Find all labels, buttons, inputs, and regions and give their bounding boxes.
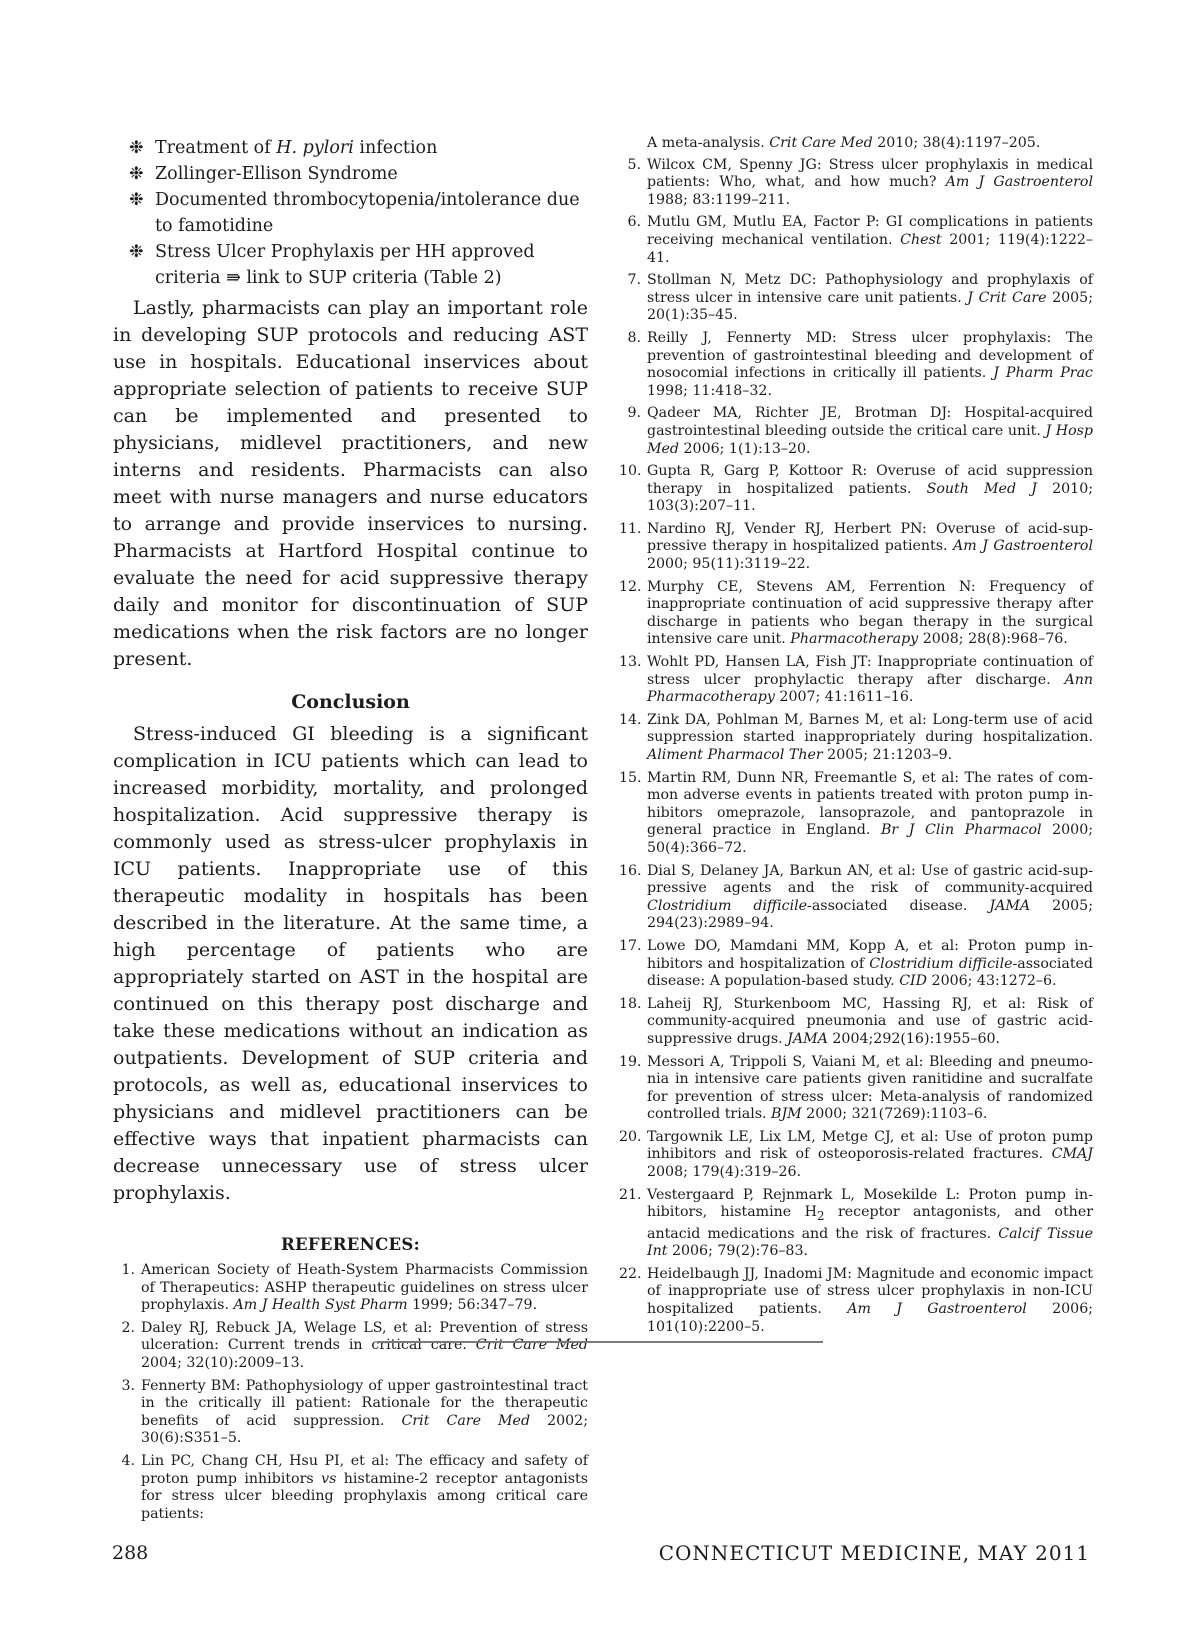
asterisk-bullet-icon: ❉	[129, 164, 144, 184]
bullet-item: ❉ Zollinger-Ellison Syndrome	[129, 161, 588, 187]
right-column	[619, 135, 1093, 1341]
reference-item: 2. Daley RJ, Rebuck JA, Welage LS, et al: Prevention of stress ulceration: Current trends in critical care. Crit Care Med 2004; 32(10):2009–13.	[121, 1319, 588, 1371]
reference-item: 19. Messori A, Trippoli S, Vaiani M, et al: Bleeding and pneumonia in intensive care patients given ranitidine and sucralfate for prevention of stress ulcer: Meta-analysis of randomized controlled trials. BJM 2000; 321(7269):1103–6.	[619, 1053, 1093, 1123]
reference-item: 14. Zink DA, Pohlman M, Barnes M, et al: Long-term use of acid suppression started inappropriately during hospitalization. Aliment Pharmacol Ther 2005; 21:1203–9.	[619, 711, 1093, 763]
running-footer: CONNECTICUT MEDICINE, MAY 2011	[658, 1541, 1090, 1565]
conclusion-heading: Conclusion	[291, 691, 410, 713]
reference-item: 5. Wilcox CM, Spenny JG: Stress ulcer prophylaxis in medical patients: Who, what, and how much? Am J Gastroenterol 1988; 83:1199–211.	[627, 156, 1093, 208]
references-heading: REFERENCES:	[281, 1235, 420, 1254]
reference-item: 10. Gupta R, Garg P, Kottoor R: Overuse of acid suppression therapy in hospitalized patients. South Med J 2010; 103(3):207–11.	[619, 463, 1094, 515]
reference-item: 4. Lin PC, Chang CH, Hsu PI, et al: The efficacy and safety of proton pump inhibitors vs histamine-2 receptor antagonists for stress ulcer bleeding prophylaxis among critical care patients:	[121, 1452, 588, 1522]
reference-item: 15. Martin RM, Dunn NR, Freemantle S, et al: The rates of common adverse events in patients treated with proton pump inhibitors omeprazole, lansoprazole, and pantoprazole in general practice in England. Br J Clin Pharmacol 2000; 50(4):366–72.	[619, 769, 1093, 856]
reference-item: 7. Stollman N, Metz DC: Pathophysiology and prophylaxis of stress ulcer in intensive care unit patients. J Crit Care 2005; 20(1):35–45.	[627, 272, 1093, 324]
reference-item: 12. Murphy CE, Stevens AM, Ferrention N: Frequency of inappropriate continuation of acid suppressive therapy after discharge in patients who began therapy in the surgical intensive care unit. Pharmacotherapy 2008; 28(8):968–76.	[619, 578, 1093, 648]
reference-item: 9. Qadeer MA, Richter JE, Brotman DJ: Hospital-acquired gastrointestinal bleeding outside the critical care unit. J Hosp Med 2006; 1(1):13–20.	[627, 405, 1093, 457]
bullet-item: ❉ Treatment of H. pylori infection	[129, 135, 588, 161]
end-of-article-rule	[377, 1341, 823, 1343]
left-column	[113, 135, 588, 1528]
page-number: 288	[112, 1542, 149, 1564]
reference-list-right	[619, 157, 1093, 1337]
reference-item: 11. Nardino RJ, Vender RJ, Herbert PN: Overuse of acid-suppressive therapy in hospitalized patients. Am J Gastroenterol 2000; 95(11):3119–22.	[619, 520, 1094, 573]
reference-item: 1. American Society of Heath-System Pharmacists Commission of Therapeutics: ASHP therapeutic guidelines on stress ulcer prophylaxis. Am J Health Syst Pharm 1999; 56:347–79.	[121, 1262, 588, 1314]
reference-item: 8. Reilly J, Fennerty MD: Stress ulcer prophylaxis: The prevention of gastrointestinal bleeding and development of nosocomial infections in critically ill patients. J Pharm Prac 1998; 11:418–32.	[627, 329, 1093, 399]
reference-item: 21. Vestergaard P, Rejnmark L, Mosekilde L: Proton pump inhibitors, histamine $H_2$ receptor antagonists, and other antacid medications and the risk of fractures. Calcif Tissue Int 2006; 79(2):76–83.	[619, 1186, 1093, 1260]
asterisk-bullet-icon: ❉	[129, 138, 144, 158]
bullet-item: ❉ Documented thrombocytopenia/intolerance due to famotidine	[129, 187, 588, 239]
reference-item: 20. Targownik LE, Lix LM, Metge CJ, et al: Use of proton pump inhibitors and risk of osteoporosis-related fractures. CMAJ 2008; 179(4):319–26.	[619, 1128, 1093, 1181]
asterisk-bullet-icon: ❉	[129, 190, 144, 210]
body-paragraph-pharmacists: Lastly, pharmacists can play an important role in developing SUP protocols and reducing AST use in hospitals. Educational inservices about appropriate selection of patients to receive SUP can be implemented and presented to physicians, midlevel practitioners, and new interns and residents. Pharmacists can also meet with nurse managers and nurse educators to arrange and provide inservices to nursing. Pharmacists at Hartford Hospital continue to evaluate the need for acid suppressive therapy daily and monitor for discontinuation of SUP medications when the risk factors are no longer present.	[113, 297, 588, 670]
reference-item: 17. Lowe DO, Mamdani MM, Kopp A, et al: Proton pump inhibitors and hospitalization of Clostridium difficile-associated disease: A population-based study. CID 2006; 43:1272–6.	[619, 937, 1093, 990]
reference-item: 16. Dial S, Delaney JA, Barkun AN, et al: Use of gastric acid-suppressive agents and the risk of community-acquired Clostridium difficile-associated disease. JAMA 2005; 294(23):2989–94.	[619, 862, 1093, 932]
reference-list-left	[113, 1262, 588, 1523]
reference-item: 3. Fennerty BM: Pathophysiology of upper gastrointestinal tract in the critically ill patient: Rationale for the therapeutic benefits of acid suppression. Crit Care Med 2002; 30(6):S351–5.	[121, 1377, 588, 1447]
reference-item: 18. Laheij RJ, Sturkenboom MC, Hassing RJ, et al: Risk of community-acquired pneumonia and use of gastric acid-suppressive drugs. JAMA 2004;292(16):1955–60.	[619, 995, 1093, 1047]
conclusion-paragraph: Stress-induced GI bleeding is a significant complication in ICU patients which can lead to increased morbidity, mortality, and prolonged hospitalization. Acid suppressive therapy is commonly used as stress-ulcer prophylaxis in ICU patients. Inappropriate use of this therapeutic modality in hospitals has been described in the literature. At the same time, a high percentage of patients who are appropriately started on AST in the hospital are continued on this therapy post discharge and take these medications without an indication as outpatients. Development of SUP criteria and protocols, as well as, educational inservices to physicians and midlevel practitioners can be effective ways that inpatient pharmacists can decrease unnecessary use of stress ulcer prophylaxis.	[113, 723, 588, 1204]
reference-item: 6. Mutlu GM, Mutlu EA, Factor P: GI complications in patients receiving mechanical ventilation. Chest 2001; 119(4):1222–41.	[627, 214, 1094, 266]
asterisk-bullet-icon: ❉	[129, 242, 144, 262]
criteria-bullet-list	[113, 135, 588, 291]
reference-continuation: A meta-analysis. Crit Care Med 2010; 38(4):1197–205.	[647, 135, 1041, 151]
bullet-item: ❉ Stress Ulcer Prophylaxis per HH approved criteria ⇛ link to SUP criteria (Table 2)	[129, 239, 588, 291]
reference-item: 13. Wohlt PD, Hansen LA, Fish JT: Inappropriate continuation of stress ulcer prophylactic therapy after discharge. Ann Pharmacotherapy 2007; 41:1611–16.	[619, 654, 1093, 706]
reference-item: 22. Heidelbaugh JJ, Inadomi JM: Magnitude and economic impact of inappropriate use of stress ulcer prophylaxis in non-ICU hospitalized patients. Am J Gastroenterol 2006; 101(10):2200–5.	[619, 1265, 1094, 1335]
